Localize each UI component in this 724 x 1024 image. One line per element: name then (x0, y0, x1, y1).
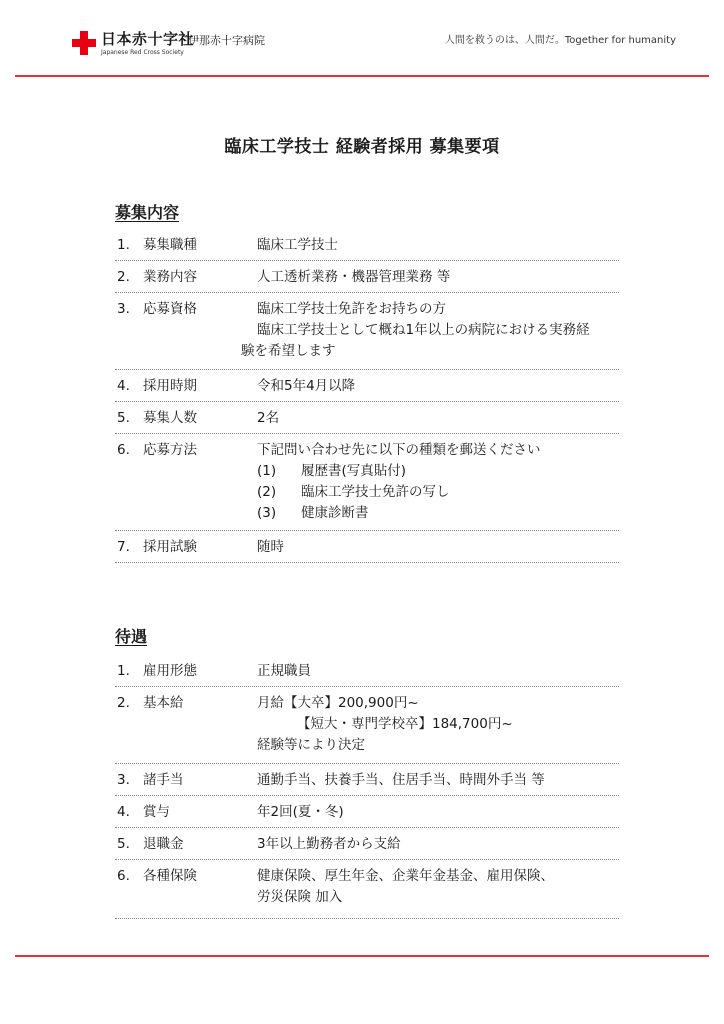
section-heading-recruitment: 募集内容 (115, 203, 180, 222)
header-divider (15, 75, 709, 77)
row-label: 応募方法 (143, 442, 197, 458)
letterhead (0, 0, 724, 80)
row-value: 年2回(夏・冬) (257, 804, 344, 820)
row-label: 採用試験 (143, 539, 197, 555)
table-row (115, 687, 619, 764)
row-value: 下記問い合わせ先に以下の種類を郵送ください (1) 履歴書(写真貼付) (2) 臨床工学技士免許の写し (3) 健康診断書 (257, 440, 627, 524)
row-value: 月給【大卒】200,900円~ 【短大・専門学校卒】184,700円~ 経験等により決定 (257, 695, 513, 753)
red-cross-logo-icon (72, 31, 96, 55)
row-value: 2名 (257, 410, 280, 426)
row-label: 募集職種 (143, 237, 197, 253)
table-row (115, 370, 619, 402)
row-number: 6. (117, 442, 130, 458)
list-item: (1) 履歴書(写真貼付) (257, 463, 407, 479)
table-row (115, 261, 619, 293)
row-number: 6. (117, 868, 130, 884)
row-label: 諸手当 (143, 772, 184, 788)
row-value: 健康保険、厚生年金、企業年金基金、雇用保険、 労災保険 加入 (257, 868, 554, 905)
row-number: 3. (117, 301, 130, 317)
row-number: 1. (117, 663, 130, 679)
row-label: 基本給 (143, 695, 184, 711)
row-value: 令和5年4月以降 (257, 378, 356, 394)
row-value: 随時 (257, 539, 284, 555)
org-name-en: Japanese Red Cross Society (101, 49, 184, 56)
row-value: 3年以上勤務者から支給 (257, 836, 401, 852)
table-row (115, 796, 619, 828)
row-label: 募集人数 (143, 410, 197, 426)
table-row (115, 293, 619, 370)
row-number: 5. (117, 410, 130, 426)
table-row (115, 828, 619, 860)
table-row (115, 655, 619, 687)
page-title: 臨床工学技士 経験者採用 募集要項 (224, 137, 500, 157)
row-label: 各種保険 (143, 868, 197, 884)
row-value: 臨床工学技士 (257, 237, 338, 253)
row-value: 通勤手当、扶養手当、住居手当、時間外手当 等 (257, 772, 545, 788)
table-row (115, 531, 619, 563)
row-label: 退職金 (143, 836, 184, 852)
row-label: 応募資格 (143, 301, 197, 317)
row-number: 3. (117, 772, 130, 788)
row-number: 2. (117, 269, 130, 285)
hospital-name: 下伊那赤十字病院 (177, 34, 265, 47)
table-row (115, 402, 619, 434)
table-row (115, 229, 619, 261)
table-row (115, 764, 619, 796)
tagline: 人間を救うのは、人間だ。Together for humanity (444, 35, 676, 46)
section-heading-benefits: 待遇 (115, 627, 148, 646)
row-label: 採用時期 (143, 378, 197, 394)
row-label: 雇用形態 (143, 663, 197, 679)
row-number: 5. (117, 836, 130, 852)
row-number: 4. (117, 378, 130, 394)
row-value: 正規職員 (257, 663, 311, 679)
table-row (115, 860, 619, 919)
list-item: (3) 健康診断書 (257, 505, 369, 521)
table-row (115, 434, 619, 531)
row-number: 7. (117, 539, 130, 555)
row-value: 臨床工学技士免許をお持ちの方 臨床工学技士として概ね1年以上の病院における実務経 験を希望します (241, 301, 590, 359)
row-label: 業務内容 (143, 269, 197, 285)
list-item: (2) 臨床工学技士免許の写し (257, 484, 450, 500)
row-label: 賞与 (143, 804, 170, 820)
org-name: 日本赤十字社 (101, 30, 195, 48)
footer-divider (15, 955, 709, 957)
row-number: 1. (117, 237, 130, 253)
row-number: 2. (117, 695, 130, 711)
row-value: 人工透析業務・機器管理業務 等 (257, 269, 451, 285)
row-number: 4. (117, 804, 130, 820)
